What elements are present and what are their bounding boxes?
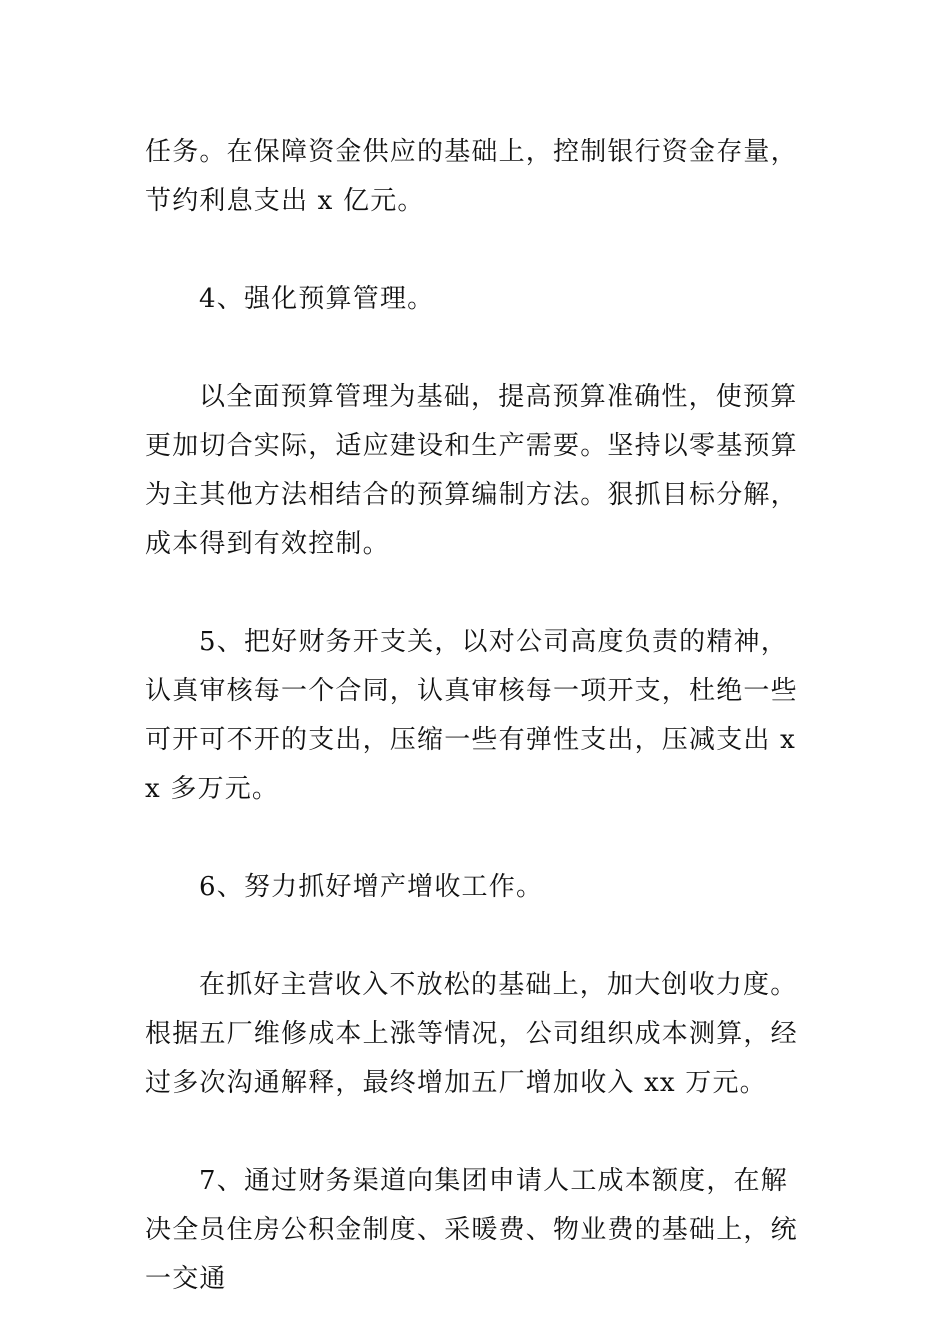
heading-item-4: 4、强化预算管理。 <box>199 284 435 314</box>
paragraph-revenue-increase: 在抓好主营收入不放松的基础上，加大创收力度。根据五厂维修成本上涨等情况，公司组织成本测算，经过多次沟通解释，最终增加五厂增加收入 xx 万元。 <box>145 970 798 1098</box>
heading-item-6: 6、努力抓好增产增收工作。 <box>199 872 544 902</box>
paragraph-item-5: 5、把好财务开支关，以对公司高度负责的精神，认真审核每一个合同，认真审核每一项开支，杜绝一些可开可不开的支出，压缩一些有弹性支出，压减支出 xx 多万元。 <box>145 627 798 804</box>
document-body <box>145 128 807 1304</box>
paragraph-budget-management: 以全面预算管理为基础，提高预算准确性，使预算更加切合实际，适应建设和生产需要。坚持以零基预算为主其他方法相结合的预算编制方法。狠抓目标分解，成本得到有效控制。 <box>145 382 798 559</box>
paragraph-item-7: 7、通过财务渠道向集团申请人工成本额度，在解决全员住房公积金制度、采暖费、物业费的基础上，统一交通 <box>145 1166 798 1294</box>
paragraph-continued: 任务。在保障资金供应的基础上，控制银行资金存量，节约利息支出 x 亿元。 <box>145 137 798 216</box>
